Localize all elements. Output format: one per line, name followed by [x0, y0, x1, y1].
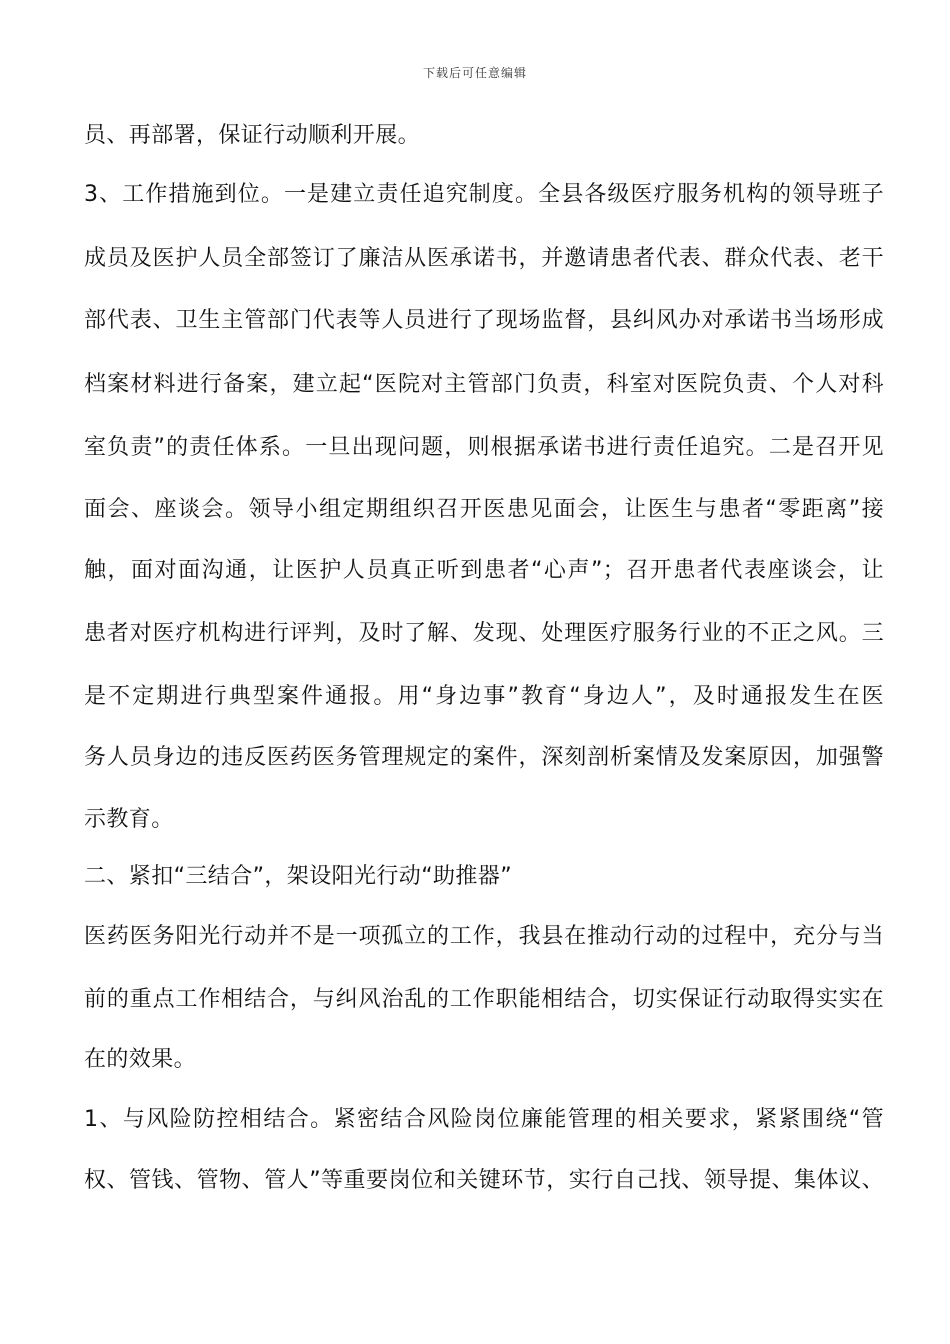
- paragraph-line: 医药医务阳光行动并不是一项孤立的工作，我县在推动行动的过程中，充分与当: [84, 924, 884, 949]
- paragraph-line: 员、再部署，保证行动顺利开展。: [84, 123, 421, 148]
- paragraph-line: 面会、座谈会。领导小组定期组织召开医患见面会，让医生与患者“零距离”接: [84, 497, 884, 522]
- paragraph-line: 患者对医疗机构进行评判，及时了解、发现、处理医疗服务行业的不正之风。三: [84, 621, 884, 646]
- page-header: 下载后可任意编辑: [422, 66, 527, 80]
- section-heading: 二、紧扣“三结合”，架设阳光行动“助推器”: [84, 864, 512, 889]
- paragraph-line: 权、管钱、管物、管人”等重要岗位和关键环节，实行自己找、领导提、集体议、: [84, 1168, 884, 1193]
- paragraph-line: 触，面对面沟通，让医护人员真正听到患者“心声”；召开患者代表座谈会，让: [84, 558, 884, 583]
- paragraph-line: 部代表、卫生主管部门代表等人员进行了现场监督，县纠风办对承诺书当场形成: [84, 308, 884, 333]
- paragraph-line: 成员及医护人员全部签订了廉洁从医承诺书，并邀请患者代表、群众代表、老干: [84, 246, 884, 271]
- paragraph-line: 档案材料进行备案，建立起“医院对主管部门负责，科室对医院负责、个人对科: [84, 372, 884, 397]
- paragraph-line: 示教育。: [84, 807, 174, 832]
- paragraph-line: 1、与风险防控相结合。紧密结合风险岗位廉能管理的相关要求，紧紧围绕“管: [84, 1107, 884, 1132]
- paragraph-line: 前的重点工作相结合，与纠风治乱的工作职能相结合，切实保证行动取得实实在: [84, 987, 884, 1012]
- paragraph-line: 室负责”的责任体系。一旦出现问题，则根据承诺书进行责任追究。二是召开见: [84, 435, 884, 460]
- paragraph-line: 务人员身边的违反医药医务管理规定的案件，深刻剖析案情及发案原因，加强警: [84, 745, 884, 770]
- paragraph-line: 3、工作措施到位。一是建立责任追究制度。全县各级医疗服务机构的领导班子: [84, 182, 884, 207]
- paragraph-line: 在的效果。: [84, 1047, 197, 1072]
- paragraph-line: 是不定期进行典型案件通报。用“身边事”教育“身边人”，及时通报发生在医: [84, 684, 884, 709]
